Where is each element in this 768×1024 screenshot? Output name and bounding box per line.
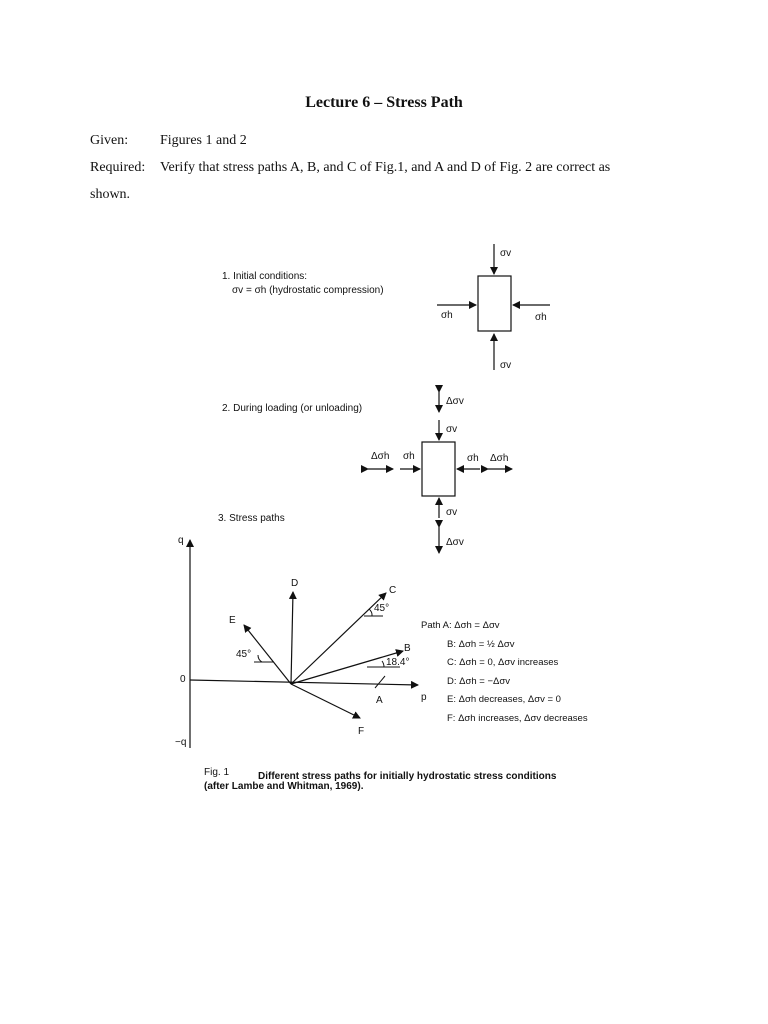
path-f-label: F — [358, 726, 365, 737]
soil-element-1 — [478, 276, 511, 331]
sigma-v-label-bottom-2: σv — [446, 507, 458, 518]
loading-stress-element — [368, 392, 512, 553]
soil-element-2 — [422, 442, 455, 496]
given-text: Figures 1 and 2 — [160, 133, 247, 148]
step1-label: 1. Initial conditions: — [222, 271, 308, 282]
sigma-h-label-left-2: σh — [403, 451, 415, 462]
legend-path-a: Path A: Δσh = Δσv — [421, 620, 500, 631]
step2-label: 2. During loading (or unloading) — [222, 403, 363, 414]
path-b-label: B — [404, 643, 411, 654]
path-f-line — [291, 684, 360, 718]
legend-path-b: B: Δσh = ½ Δσv — [447, 639, 515, 650]
sigma-v-label-top-2: σv — [446, 424, 458, 435]
legend-path-d: D: Δσh = −Δσv — [447, 676, 510, 687]
path-e-label: E — [229, 615, 236, 626]
angle-c-label: 45° — [374, 603, 390, 614]
delta-sigma-v-label-top: Δσv — [446, 396, 464, 407]
stress-path-plot — [175, 535, 427, 748]
initial-stress-element — [437, 244, 550, 371]
path-c-label: C — [389, 585, 397, 596]
given-label: Given: — [90, 133, 129, 148]
delta-sigma-v-label-bottom: Δσv — [446, 537, 464, 548]
caption-source: (after Lambe and Whitman, 1969). — [204, 781, 364, 792]
path-a-label: A — [376, 695, 383, 706]
p-axis-label: p — [421, 692, 427, 703]
delta-sigma-h-label-left: Δσh — [371, 451, 390, 462]
delta-sigma-h-label-right: Δσh — [490, 453, 509, 464]
sigma-h-label-right: σh — [535, 312, 547, 323]
sigma-h-label-left: σh — [441, 310, 453, 321]
angle-c-arc — [369, 609, 372, 616]
required-label: Required: — [90, 160, 146, 175]
path-d-line — [291, 592, 293, 684]
sigma-h-label-right-2: σh — [467, 453, 479, 464]
legend-path-c: C: Δσh = 0, Δσv increases — [447, 657, 559, 668]
caption-fig-number: Fig. 1 — [204, 767, 230, 778]
sigma-v-label-top: σv — [500, 248, 512, 259]
q-axis-label: q — [178, 535, 184, 546]
angle-b-arc — [382, 661, 384, 667]
legend-path-f: F: Δσh increases, Δσv decreases — [447, 713, 588, 724]
legend-path-e: E: Δσh decreases, Δσv = 0 — [447, 694, 561, 705]
path-a-tick — [375, 676, 385, 688]
sigma-v-label-bottom: σv — [500, 360, 512, 371]
angle-e-arc — [258, 655, 262, 662]
neg-q-label: −q — [175, 737, 187, 748]
page-title: Lecture 6 – Stress Path — [305, 94, 463, 111]
required-text-continued: shown. — [90, 187, 131, 202]
step1-sub: σv = σh (hydrostatic compression) — [232, 285, 384, 296]
path-d-label: D — [291, 578, 299, 589]
stress-path-legend — [421, 620, 588, 724]
caption-text: Different stress paths for initially hydrostatic stress conditions — [258, 771, 557, 782]
required-text: Verify that stress paths A, B, and C of Fig.1, and A and D of Fig. 2 are correct as — [160, 160, 611, 175]
angle-b-label: 18.4° — [386, 657, 410, 668]
zero-label: 0 — [180, 674, 186, 685]
angle-e-label: 45° — [236, 649, 252, 660]
step3-label: 3. Stress paths — [218, 513, 285, 524]
